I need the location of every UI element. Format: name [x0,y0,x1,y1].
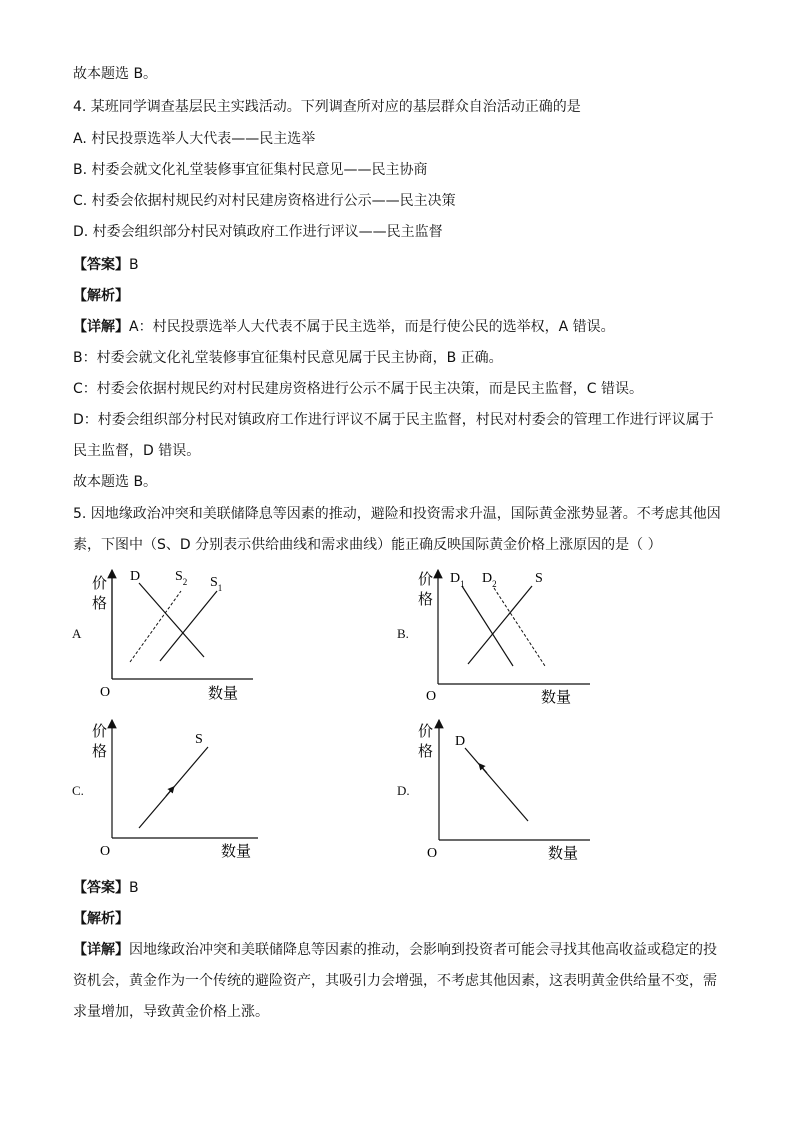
curve-label-d1-sub: 1 [460,579,465,589]
detail-tag: 【详解】 [73,942,129,958]
answer-value: B [129,257,139,273]
detail-4-line-1 [73,317,615,337]
curve-label-d1-letter: D [450,571,461,586]
curve-label-s: S [535,571,543,586]
detail-4-line-3: C：村委会依据村规民约对村民建房资格进行公示不属于民主决策，而是民主监督，C 错误。 [73,381,643,397]
curve-label-d: D [455,734,466,749]
detail-5-line-3: 求量增加，导致黄金价格上涨。 [73,1004,269,1020]
answer-value: B [129,880,139,896]
origin-label: O [426,689,437,704]
y-axis-label-2: 格 [418,744,434,760]
movement-arrow [166,789,172,796]
curve-label-s1-sub: 1 [217,583,223,593]
curve-label-s1-letter: S [210,575,218,590]
y-axis-label-2: 格 [92,744,108,760]
question-4-option-c: C. 村委会依据村规民约对村民建房资格进行公示——民主决策 [73,193,456,209]
analysis-4-tag: 【解析】 [73,288,129,304]
x-axis-label: 数量 [541,690,572,706]
detail-5-line-1 [73,940,717,960]
demand-curve-d1 [462,586,513,666]
origin-label: O [100,844,111,859]
graph-a-label: A [72,626,82,641]
curve-label-d2-sub: 2 [492,579,497,589]
graph-a [88,562,258,707]
graph-b [415,562,595,707]
question-4-option-b: B. 村委会就文化礼堂装修事宜征集村民意见——民主协商 [73,162,428,178]
answer-tag: 【答案】 [73,880,129,896]
movement-arrow [481,766,487,773]
curve-label-d2 [482,571,497,589]
detail-4-line-5: 民主监督，D 错误。 [73,443,201,459]
detail-text: 因地缘政治冲突和美联储降息等因素的推动，会影响到投资者可能会寻找其他高收益或稳定的投 [129,942,717,958]
y-axis-label-2: 格 [418,592,434,608]
x-axis-label: 数量 [221,844,252,860]
answer-5 [73,878,139,898]
question-5-stem-1: 5. 因地缘政治冲突和美联储降息等因素的推动，避险和投资需求升温，国际黄金涨势显著。不考虑其他因 [73,506,721,522]
graph-d-label: D. [397,783,410,798]
question-4-stem: 4. 某班同学调查基层民主实践活动。下列调查所对应的基层群众自治活动正确的是 [73,99,581,115]
conclusion-line-4: 故本题选 B。 [73,474,158,490]
demand-curve [465,748,528,821]
graph-c-label: C. [72,783,84,798]
y-axis-label-1: 价 [418,572,434,588]
curve-label-s2-letter: S [175,569,183,584]
supply-curve-s1 [160,591,217,661]
detail-5-line-2: 资机会，黄金作为一个传统的避险资产，其吸引力会增强，不考虑其他因素，这表明黄金供给量不变，需 [73,973,717,989]
y-axis-label-2: 格 [92,596,108,612]
graph-c [88,714,263,864]
supply-curve [139,747,208,828]
question-4-option-a: A. 村民投票选举人大代表——民主选举 [73,131,316,147]
y-axis-label-1: 价 [92,724,108,740]
origin-label: O [427,846,438,861]
curve-label-s2 [175,569,187,587]
curve-label-s1 [210,575,222,593]
curve-label-d2-letter: D [482,571,493,586]
curve-label-s2-sub: 2 [182,577,188,587]
graph-d [415,714,595,864]
detail-text: A：村民投票选举人大代表不属于民主选举，而是行使公民的选举权，A 错误。 [129,319,615,335]
answer-4 [73,255,139,275]
detail-tag: 【详解】 [73,319,129,335]
curve-label-s: S [195,732,203,747]
y-axis-label-1: 价 [418,724,434,740]
question-4-option-d: D. 村委会组织部分村民对镇政府工作进行评议——民主监督 [73,224,443,240]
curve-label-d: D [130,569,141,584]
answer-tag: 【答案】 [73,257,129,273]
graph-b-label: B. [397,626,409,641]
x-axis-label: 数量 [208,686,239,702]
conclusion-line: 故本题选 B。 [73,66,158,82]
demand-curve [139,583,204,657]
question-5-stem-2: 素，下图中（S、D 分别表示供给曲线和需求曲线）能正确反映国际黄金价格上涨原因的是（ ） [73,537,662,553]
analysis-5-tag: 【解析】 [73,911,129,927]
detail-4-line-4: D：村委会组织部分村民对镇政府工作进行评议不属于民主监督，村民对村委会的管理工作进行评议属于 [73,412,714,428]
detail-4-line-2: B：村委会就文化礼堂装修事宜征集村民意见属于民主协商，B 正确。 [73,350,503,366]
demand-curve-d2 [494,588,545,666]
y-axis-label-1: 价 [92,576,108,592]
x-axis-label: 数量 [548,846,579,862]
origin-label: O [100,685,111,700]
curve-label-d1 [450,571,465,589]
